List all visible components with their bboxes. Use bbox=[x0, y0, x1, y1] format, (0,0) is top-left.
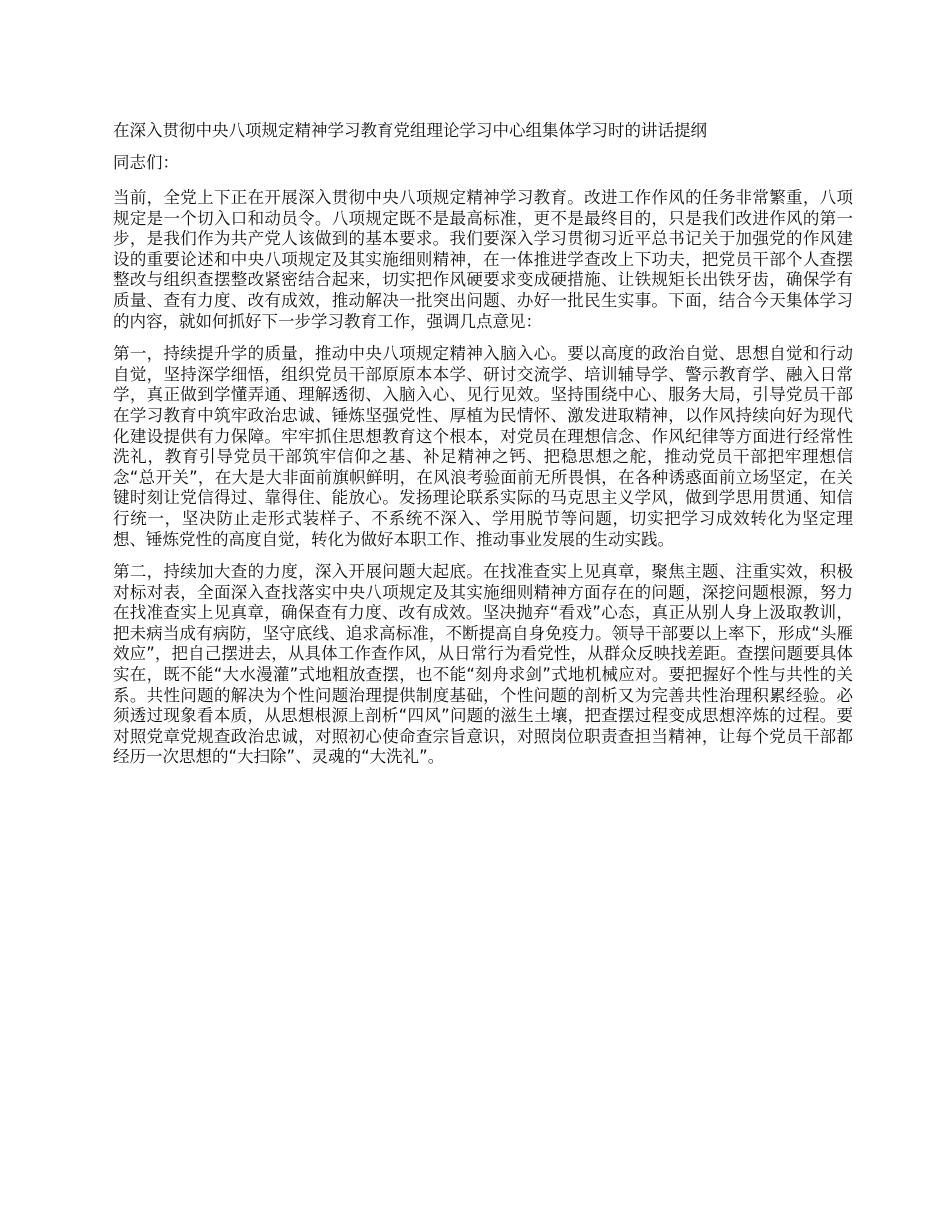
paragraph-point-two: 第二，持续加大查的力度，深入开展问题大起底。在找准查实上见真章，聚焦主题、注重实效，积极对标对表，全面深入查找落实中央八项规定及其实施细则精神方面存在的问题，深挖问题根源，努力在找准查实上见真章，确保查有力度、改有成效。坚决抛弃“看戏”心态，真正从别人身上汲取教训，把未病当成有病防，坚守底线、追求高标准，不断提高自身免疫力。领导干部要以上率下，形成“头雁效应”，把自己摆进去，从具体工作查作风，从日常行为看党性，从群众反映找差距。查摆问题要具体实在，既不能“大水漫灌”式地粗放查摆，也不能“刻舟求剑”式地机械应对。要把握好个性与共性的关系。共性问题的解决为个性问题治理提供制度基础，个性问题的剖析又为完善共性治理积累经验。必须透过现象看本质，从思想根源上剖析“四风”问题的滋生土壤，把查摆过程变成思想淬炼的过程。要对照党章党规查政治忠诚，对照初心使命查宗旨意识，对照岗位职责查担当精神，让每个党员干部都经历一次思想的“大扫除”、灵魂的“大洗礼”。 bbox=[113, 562, 853, 767]
salutation: 同志们： bbox=[113, 153, 179, 172]
document-body bbox=[113, 118, 853, 780]
document-title: 在深入贯彻中央八项规定精神学习教育党组理论学习中心组集体学习时的讲话提纲 bbox=[113, 121, 707, 140]
paragraph-point-one: 第一，持续提升学的质量，推动中央八项规定精神入脑入心。要以高度的政治自觉、思想自觉和行动自觉，坚持深学细悟，组织党员干部原原本本学、研讨交流学、培训辅导学、警示教育学、融入日常学，真正做到学懂弄通、理解透彻、入脑入心、见行见效。坚持围绕中心、服务大局，引导党员干部在学习教育中筑牢政治忠诚、锤炼坚强党性、厚植为民情怀、激发进取精神，以作风持续向好为现代化建设提供有力保障。牢牢抓住思想教育这个根本，对党员在理想信念、作风纪律等方面进行经常性洗礼，教育引导党员干部筑牢信仰之基、补足精神之钙、把稳思想之舵，推动党员干部把牢理想信念“总开关”，在大是大非面前旗帜鲜明，在风浪考验面前无所畏惧，在各种诱惑面前立场坚定，在关键时刻让党信得过、靠得住、能放心。发扬理论联系实际的马克思主义学风，做到学思用贯通、知信行统一，坚决防止走形式装样子、不系统不深入、学用脱节等问题，切实把学习成效转化为坚定理想、锤炼党性的高度自觉，转化为做好本职工作、推动事业发展的生动实践。 bbox=[113, 344, 853, 549]
paragraph-intro: 当前，全党上下正在开展深入贯彻中央八项规定精神学习教育。改进工作作风的任务非常繁重，八项规定是一个切入口和动员令。八项规定既不是最高标准，更不是最终目的，只是我们改进作风的第一步，是我们作为共产党人该做到的基本要求。我们要深入学习贯彻习近平总书记关于加强党的作风建设的重要论述和中央八项规定及其实施细则精神，在一体推进学查改上下功夫，把党员干部个人查摆整改与组织查摆整改紧密结合起来，切实把作风硬要求变成硬措施、让铁规矩长出铁牙齿，确保学有质量、查有力度、改有成效，推动解决一批突出问题、办好一批民生实事。下面，结合今天集体学习的内容，就如何抓好下一步学习教育工作，强调几点意见： bbox=[113, 188, 853, 331]
